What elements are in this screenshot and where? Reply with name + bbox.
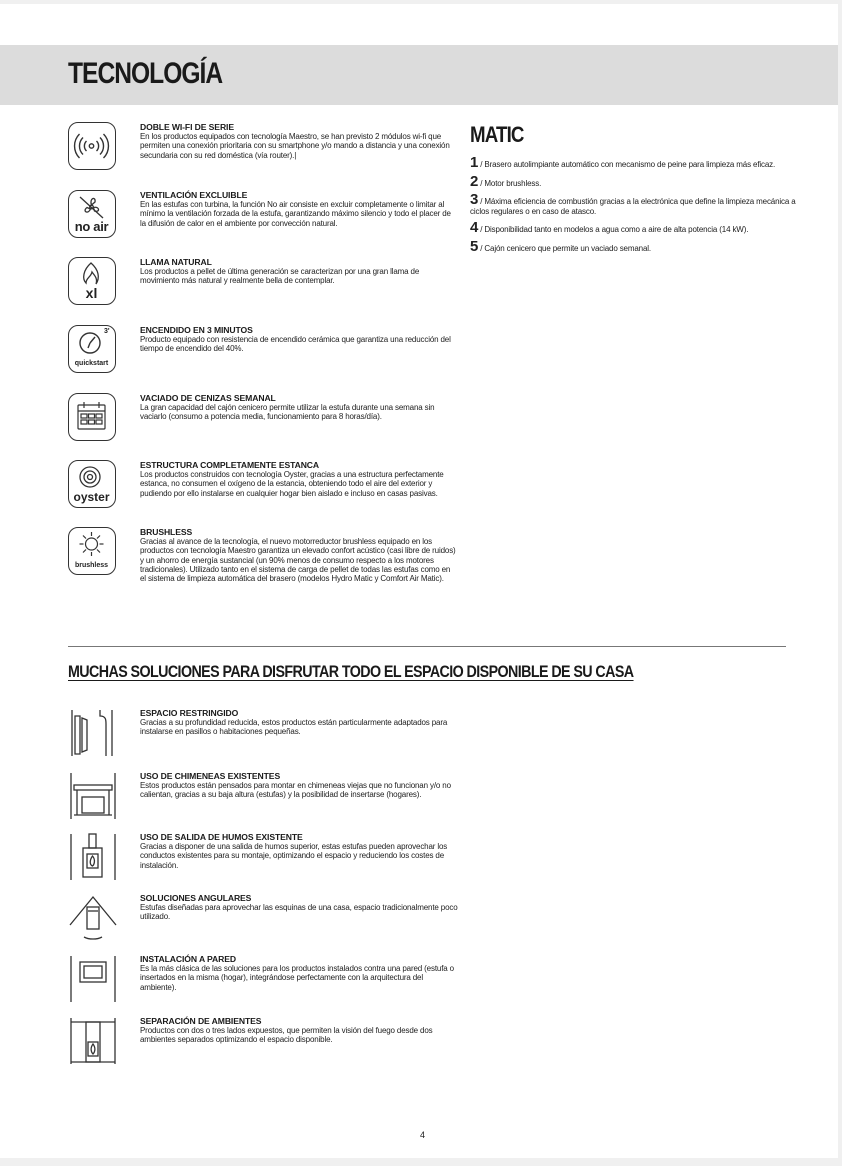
matic-item: 2 / Motor brushless.	[470, 172, 542, 190]
feature-title: LLAMA NATURAL	[140, 257, 212, 267]
page-title: TECNOLOGÍA	[68, 57, 223, 90]
feature-icon-label: xl	[85, 285, 98, 301]
page-number: 4	[420, 1130, 426, 1140]
document-page	[0, 4, 838, 1158]
solution-title: INSTALACIÓN A PARED	[140, 954, 236, 964]
matic-item: 5 / Cajón cenicero que permite un vaciado semanal.	[470, 237, 651, 255]
feature-icon-label: oyster	[73, 490, 110, 504]
calendar-icon	[68, 393, 116, 441]
feature-icon-label: brushless	[74, 562, 109, 569]
corner-icon	[68, 893, 118, 943]
feature-desc: Gracias al avance de la tecnología, el nuevo motorreductor brushless equipado en los productos con tecnología Maestro garantiza un elevado confort acústico (casi libre de ruidos) y un ahorro de energía sustancial (un 90% menos de consumo respecto a los motores tradicionales). Utilizado tanto en el sistema de carga de pellet de todas las estufas como en el sistema de limpieza automática del brasero (modelos Hydro Matic y Comfort Air Matic).	[140, 537, 456, 584]
room-divider-icon	[68, 1016, 118, 1066]
feature-title: BRUSHLESS	[140, 527, 193, 537]
fan-icon	[68, 190, 116, 238]
solution-title: SEPARACIÓN DE AMBIENTES	[140, 1016, 262, 1026]
solutions-title: MUCHAS SOLUCIONES PARA DISFRUTAR TODO EL ESPACIO DISPONIBLE DE SU CASA	[68, 662, 634, 681]
timer-badge: 3'	[104, 328, 110, 335]
matic-section	[470, 122, 800, 261]
solution-title: USO DE CHIMENEAS EXISTENTES	[140, 771, 281, 781]
wifi-icon	[68, 122, 116, 170]
feature-desc: Los productos a pellet de última generación se caracterizan por una gran llama de movimiento más natural y realmente bella de contemplar.	[140, 267, 420, 286]
feature-desc: En los productos equipados con tecnología Maestro, se han previsto 2 módulos wi-fi que permiten una conexión prioritaria con su smartphone y/o mando a distancia y una conexión secundaria con su red doméstica (vía router).|	[140, 132, 450, 160]
feature-desc: En las estufas con turbina, la función No air consiste en excluir completamente o limitar al mínimo la ventilación forzada de la estufa, garantizando máximo silencio y todo el placer de la difusión de calor en el ambiente por convección natural.	[140, 200, 451, 228]
section-divider	[68, 646, 786, 647]
feature-desc: Producto equipado con resistencia de encendido cerámica que garantiza una reducción del tiempo de encendido del 40%.	[140, 335, 451, 354]
solution-desc: Es la más clásica de las soluciones para los productos instalados contra una pared (estufa o insertados en la misma (hogar), integrándose perfectamente con la arquitectura del ambiente).	[140, 964, 454, 992]
brushless-icon	[68, 527, 116, 575]
feature-icon-label: quickstart	[74, 360, 109, 367]
solution-desc: Gracias a su profundidad reducida, estos productos están particularmente adaptados para instalarse en pasillos o habitaciones pequeñas.	[140, 718, 448, 737]
flue-outlet-icon	[68, 832, 118, 882]
solution-desc: Estufas diseñadas para aprovechar las esquinas de una casa, espacio tradicionalmente poco utilizado.	[140, 903, 458, 922]
header-banner	[0, 45, 838, 105]
solution-desc: Estos productos están pensados para montar en chimeneas viejas que no funcionan y/o no calientan, gracias a su baja altura (estufas) y la posibilidad de insertarse (hogares).	[140, 781, 451, 800]
matic-item: 1 / Brasero autolimpiante automático con mecanismo de peine para limpieza más eficaz.	[470, 154, 776, 171]
flame-icon	[68, 257, 116, 305]
matic-title: MATIC	[470, 122, 524, 147]
feature-title: ESTRUCTURA COMPLETAMENTE ESTANCA	[140, 460, 320, 470]
wall-install-icon	[68, 954, 118, 1004]
oyster-icon	[68, 460, 116, 508]
solution-title: USO DE SALIDA DE HUMOS EXISTENTE	[140, 832, 303, 842]
feature-icon-label: no air	[74, 219, 109, 234]
feature-title: DOBLE WI-FI DE SERIE	[140, 122, 234, 132]
solution-desc: Gracias a disponer de una salida de humos superior, estas estufas pueden aprovechar los conductos existentes para su montaje, optimizando el espacio y reduciendo los costes de instalación.	[140, 842, 448, 870]
feature-desc: La gran capacidad del cajón cenicero permite utilizar la estufa durante una semana sin vaciarlo (consumo a potencia media, funcionamiento para 8 horas/día).	[140, 403, 435, 422]
feature-title: VENTILACIÓN EXCLUIBLE	[140, 190, 248, 200]
solution-title: SOLUCIONES ANGULARES	[140, 893, 252, 903]
solution-desc: Productos con dos o tres lados expuestos, que permiten la visión del fuego desde dos ambientes separados optimizando el espacio disponible.	[140, 1026, 433, 1045]
feature-title: ENCENDIDO EN 3 MINUTOS	[140, 325, 253, 335]
matic-item: 4 / Disponibilidad tanto en modelos a agua como a aire de alta potencia (14 kW).	[470, 219, 749, 237]
narrow-space-icon	[68, 708, 118, 758]
feature-title: VACIADO DE CENIZAS SEMANAL	[140, 393, 276, 403]
fireplace-icon	[68, 771, 118, 821]
solution-title: ESPACIO RESTRINGIDO	[140, 708, 239, 718]
feature-desc: Los productos construidos con tecnología Oyster, gracias a una estructura perfectamente estanca, no consumen el oxígeno de la estancia, obteniendo todo el aire del exterior y pudiendo por ello instalarse en cualquier hogar bien aislado e incluso en casas pasivas.	[140, 470, 444, 498]
matic-item: 3 / Máxima eficiencia de combustión gracias a la electrónica que define la limpieza mecánica a ciclos regulares o en caso de atasco.	[470, 191, 796, 216]
timer-icon	[68, 325, 116, 373]
